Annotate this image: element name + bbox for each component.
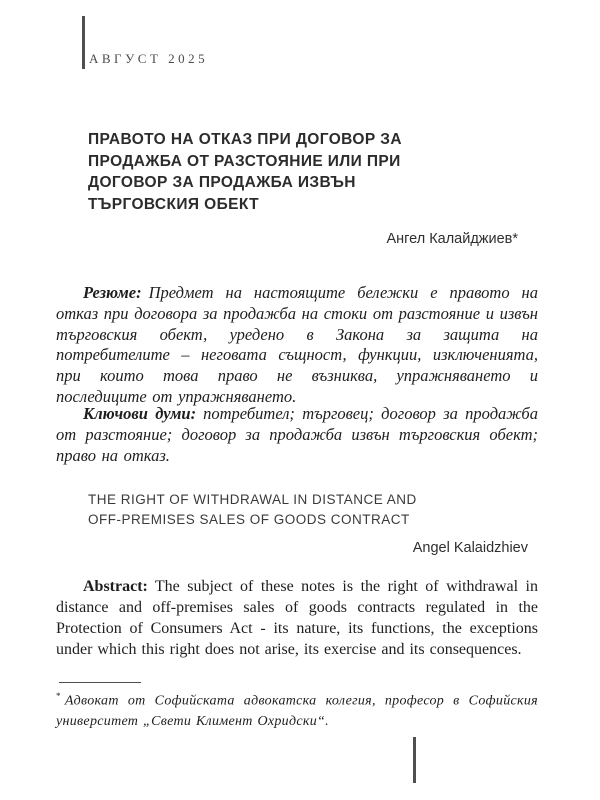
keywords-bulgarian-label: Ключови думи: xyxy=(83,404,197,423)
abstract-english-label: Abstract: xyxy=(83,578,148,595)
article-title-bulgarian: ПРАВОТО НА ОТКАЗ ПРИ ДОГОВОР ЗА ПРОДАЖБА ОТ РАЗСТОЯНИЕ ИЛИ ПРИ ДОГОВОР ЗА ПРОДАЖБА ИЗВЪН ТЪРГОВСКИЯ ОБЕКТ xyxy=(88,131,402,213)
abstract-bulgarian-label: Резюме: xyxy=(83,283,142,302)
keywords-bulgarian xyxy=(56,404,538,466)
footnote-marker: * xyxy=(56,691,61,701)
abstract-bulgarian-text: Предмет на настоящите бележки е правото на отказ при договора за продажба на стоки от разстояние и извън търговския обект, уредено в Закона за защита на потребителите – неговата същност, функции, изключенията, при които това право не възниква, упражняването и последиците от упражняването. xyxy=(56,283,538,406)
abstract-bulgarian xyxy=(56,283,538,408)
keywords-bulgarian-text: потребител; търговец; договор за продажба от разстояние; договор за продажба извън търговския обект; право на отказ. xyxy=(56,404,538,465)
bottom-accent-bar xyxy=(413,737,416,783)
footnote-separator xyxy=(59,682,141,683)
article-content xyxy=(56,0,538,800)
article-title-english: THE RIGHT OF WITHDRAWAL IN DISTANCE AND OFF-PREMISES SALES OF GOODS CONTRACT xyxy=(88,492,417,527)
abstract-english-text: The subject of these notes is the right of withdrawal in distance and off-premises sales of goods contracts regulated in the Protection of Consumers Act - its nature, its functions, the exceptions under which this right does not arise, its exercise and its consequences. xyxy=(56,578,538,658)
author-name-bulgarian: Ангел Калайджиев* xyxy=(386,231,518,247)
issue-date: АВГУСТ 2025 xyxy=(89,51,209,66)
footnote xyxy=(56,686,538,733)
author-name-english: Angel Kalaidzhiev xyxy=(412,540,528,556)
footnote-text: Адвокат от Софийската адвокатска колегия, професор в Софийския университет „Свети Климент Охридски“. xyxy=(56,693,538,730)
abstract-english xyxy=(56,576,538,660)
